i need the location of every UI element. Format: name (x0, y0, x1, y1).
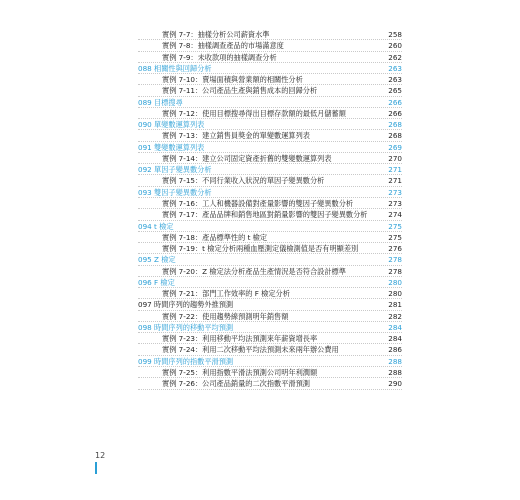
toc-page-number: 290 (388, 379, 402, 389)
toc-example-title: 實例 7-13：建立銷售員獎金的單變數運算列表 (162, 131, 310, 141)
toc-section-title: 091 雙變數運算列表 (138, 142, 205, 152)
toc-section-title: 090 單變數運算列表 (138, 120, 205, 130)
toc-section-row (138, 187, 402, 198)
toc-example-row (138, 74, 402, 85)
toc-section-title: 099 時間序列的指數平滑預測 (138, 356, 234, 366)
toc-example-title: 實例 7-26：公司產品銷量的二次指數平滑預測 (162, 379, 310, 389)
toc-example-row (138, 266, 402, 277)
toc-page-number: 266 (388, 97, 402, 107)
toc-example-row (138, 333, 402, 344)
table-of-contents (138, 29, 402, 390)
toc-page-number: 263 (388, 63, 402, 73)
toc-section-row (138, 142, 402, 153)
toc-page-number: 281 (388, 300, 402, 310)
toc-example-title: 實例 7-8：抽樣調查產品的市場滿意度 (162, 41, 284, 51)
toc-example-row (138, 130, 402, 141)
toc-page-number: 275 (388, 221, 402, 231)
toc-example-row (138, 311, 402, 322)
toc-page-number: 288 (388, 367, 402, 377)
toc-example-title: 實例 7-15：不同行業收入狀況的單因子變異數分析 (162, 176, 325, 186)
toc-page-number: 268 (388, 131, 402, 141)
toc-example-row (138, 209, 402, 220)
toc-page-number: 278 (388, 255, 402, 265)
toc-page-number: 273 (388, 198, 402, 208)
toc-page-number: 266 (388, 108, 402, 118)
toc-page-number: 280 (388, 289, 402, 299)
toc-page-number: 268 (388, 120, 402, 130)
toc-page-number: 276 (388, 244, 402, 254)
toc-page-number: 282 (388, 311, 402, 321)
toc-example-title: 實例 7-20：Z 檢定法分析產品生產情況是否符合設計標準 (162, 266, 346, 276)
toc-page-number: 286 (388, 345, 402, 355)
toc-section-row (138, 164, 402, 175)
toc-page-number: 260 (388, 41, 402, 51)
toc-example-row (138, 108, 402, 119)
toc-page-number: 270 (388, 153, 402, 163)
toc-page-number: 258 (388, 30, 402, 39)
toc-section-row (138, 277, 402, 288)
toc-page-number: 288 (388, 356, 402, 366)
toc-page-number: 263 (388, 75, 402, 85)
toc-section-row (138, 221, 402, 232)
toc-section-row (138, 119, 402, 130)
toc-page-number: 273 (388, 187, 402, 197)
toc-example-title: 實例 7-21：部門工作效率的 F 檢定分析 (162, 289, 290, 299)
toc-example-title: 實例 7-12：使用目標搜尋得出目標存款額的最低月儲蓄額 (162, 108, 346, 118)
toc-example-row (138, 40, 402, 51)
toc-page-number: 280 (388, 277, 402, 287)
toc-example-row (138, 344, 402, 355)
toc-page-number: 269 (388, 142, 402, 152)
toc-example-title: 實例 7-23：利用移動平均法預測來年薪資增長率 (162, 334, 318, 344)
toc-example-title: 實例 7-22：使用趨勢線預測明年銷售額 (162, 311, 289, 321)
toc-section-row (138, 63, 402, 74)
toc-section-title: 098 時間序列的移動平均預測 (138, 322, 234, 332)
toc-section-title: 089 目標搜尋 (138, 97, 183, 107)
toc-section-title: 094 t 檢定 (138, 221, 174, 231)
toc-section-title: 093 雙因子變異數分析 (138, 187, 212, 197)
toc-page-number: 274 (388, 210, 402, 220)
toc-example-title: 實例 7-24：利用二次移動平均法預測未來兩年辦公費用 (162, 345, 339, 355)
toc-section-title: 088 相關性與回歸分析 (138, 63, 212, 73)
toc-section-title: 092 單因子變異數分析 (138, 165, 212, 175)
toc-page-number: 278 (388, 266, 402, 276)
toc-example-title: 實例 7-10：賣場面積與營業額的相關性分析 (162, 75, 303, 85)
toc-page-number: 275 (388, 232, 402, 242)
toc-example-row (138, 198, 402, 209)
toc-example-title: 實例 7-11：公司產品生產與銷售成本的回歸分析 (162, 86, 318, 96)
toc-section-title: 096 F 檢定 (138, 277, 175, 287)
page-number-accent-bar (95, 462, 97, 474)
toc-example-title: 實例 7-16：工人和機器設備對產量影響的雙因子變異數分析 (162, 198, 354, 208)
toc-section-row (138, 299, 402, 310)
toc-example-row (138, 378, 402, 389)
toc-section-row (138, 322, 402, 333)
toc-example-row (138, 367, 402, 378)
toc-example-row (138, 52, 402, 63)
toc-example-title: 實例 7-7：抽樣分析公司薪資水準 (162, 30, 270, 39)
toc-section-title: 095 Z 檢定 (138, 255, 176, 265)
toc-section-title: 097 時間序列的趨勢外推預測 (138, 300, 234, 310)
toc-example-title: 實例 7-18：產品標準性的 t 檢定 (162, 232, 268, 242)
toc-example-row (138, 153, 402, 164)
toc-section-row (138, 254, 402, 265)
toc-section-row (138, 356, 402, 367)
toc-example-title: 實例 7-19：t 檢定分析兩種血壓測定儀檢測值是否有明顯差別 (162, 244, 359, 254)
page-number: 12 (95, 451, 106, 460)
toc-example-row (138, 175, 402, 186)
toc-page-number: 271 (388, 165, 402, 175)
toc-page-number: 265 (388, 86, 402, 96)
toc-example-title: 實例 7-25：利用指數平滑法預測公司明年利潤額 (162, 367, 318, 377)
toc-example-title: 實例 7-9：未收款項的抽樣調查分析 (162, 52, 277, 62)
toc-page-number: 271 (388, 176, 402, 186)
toc-example-row (138, 243, 402, 254)
toc-example-row (138, 85, 402, 96)
toc-example-row (138, 232, 402, 243)
toc-page-number: 284 (388, 334, 402, 344)
toc-example-row (138, 29, 402, 40)
toc-example-title: 實例 7-14：建立公司固定資產折舊的雙變數運算列表 (162, 153, 332, 163)
toc-page-number: 284 (388, 322, 402, 332)
toc-section-row (138, 97, 402, 108)
toc-example-row (138, 288, 402, 299)
toc-page-number: 262 (388, 52, 402, 62)
toc-example-title: 實例 7-17：產品品牌和銷售地區對銷量影響的雙因子變異數分析 (162, 210, 368, 220)
